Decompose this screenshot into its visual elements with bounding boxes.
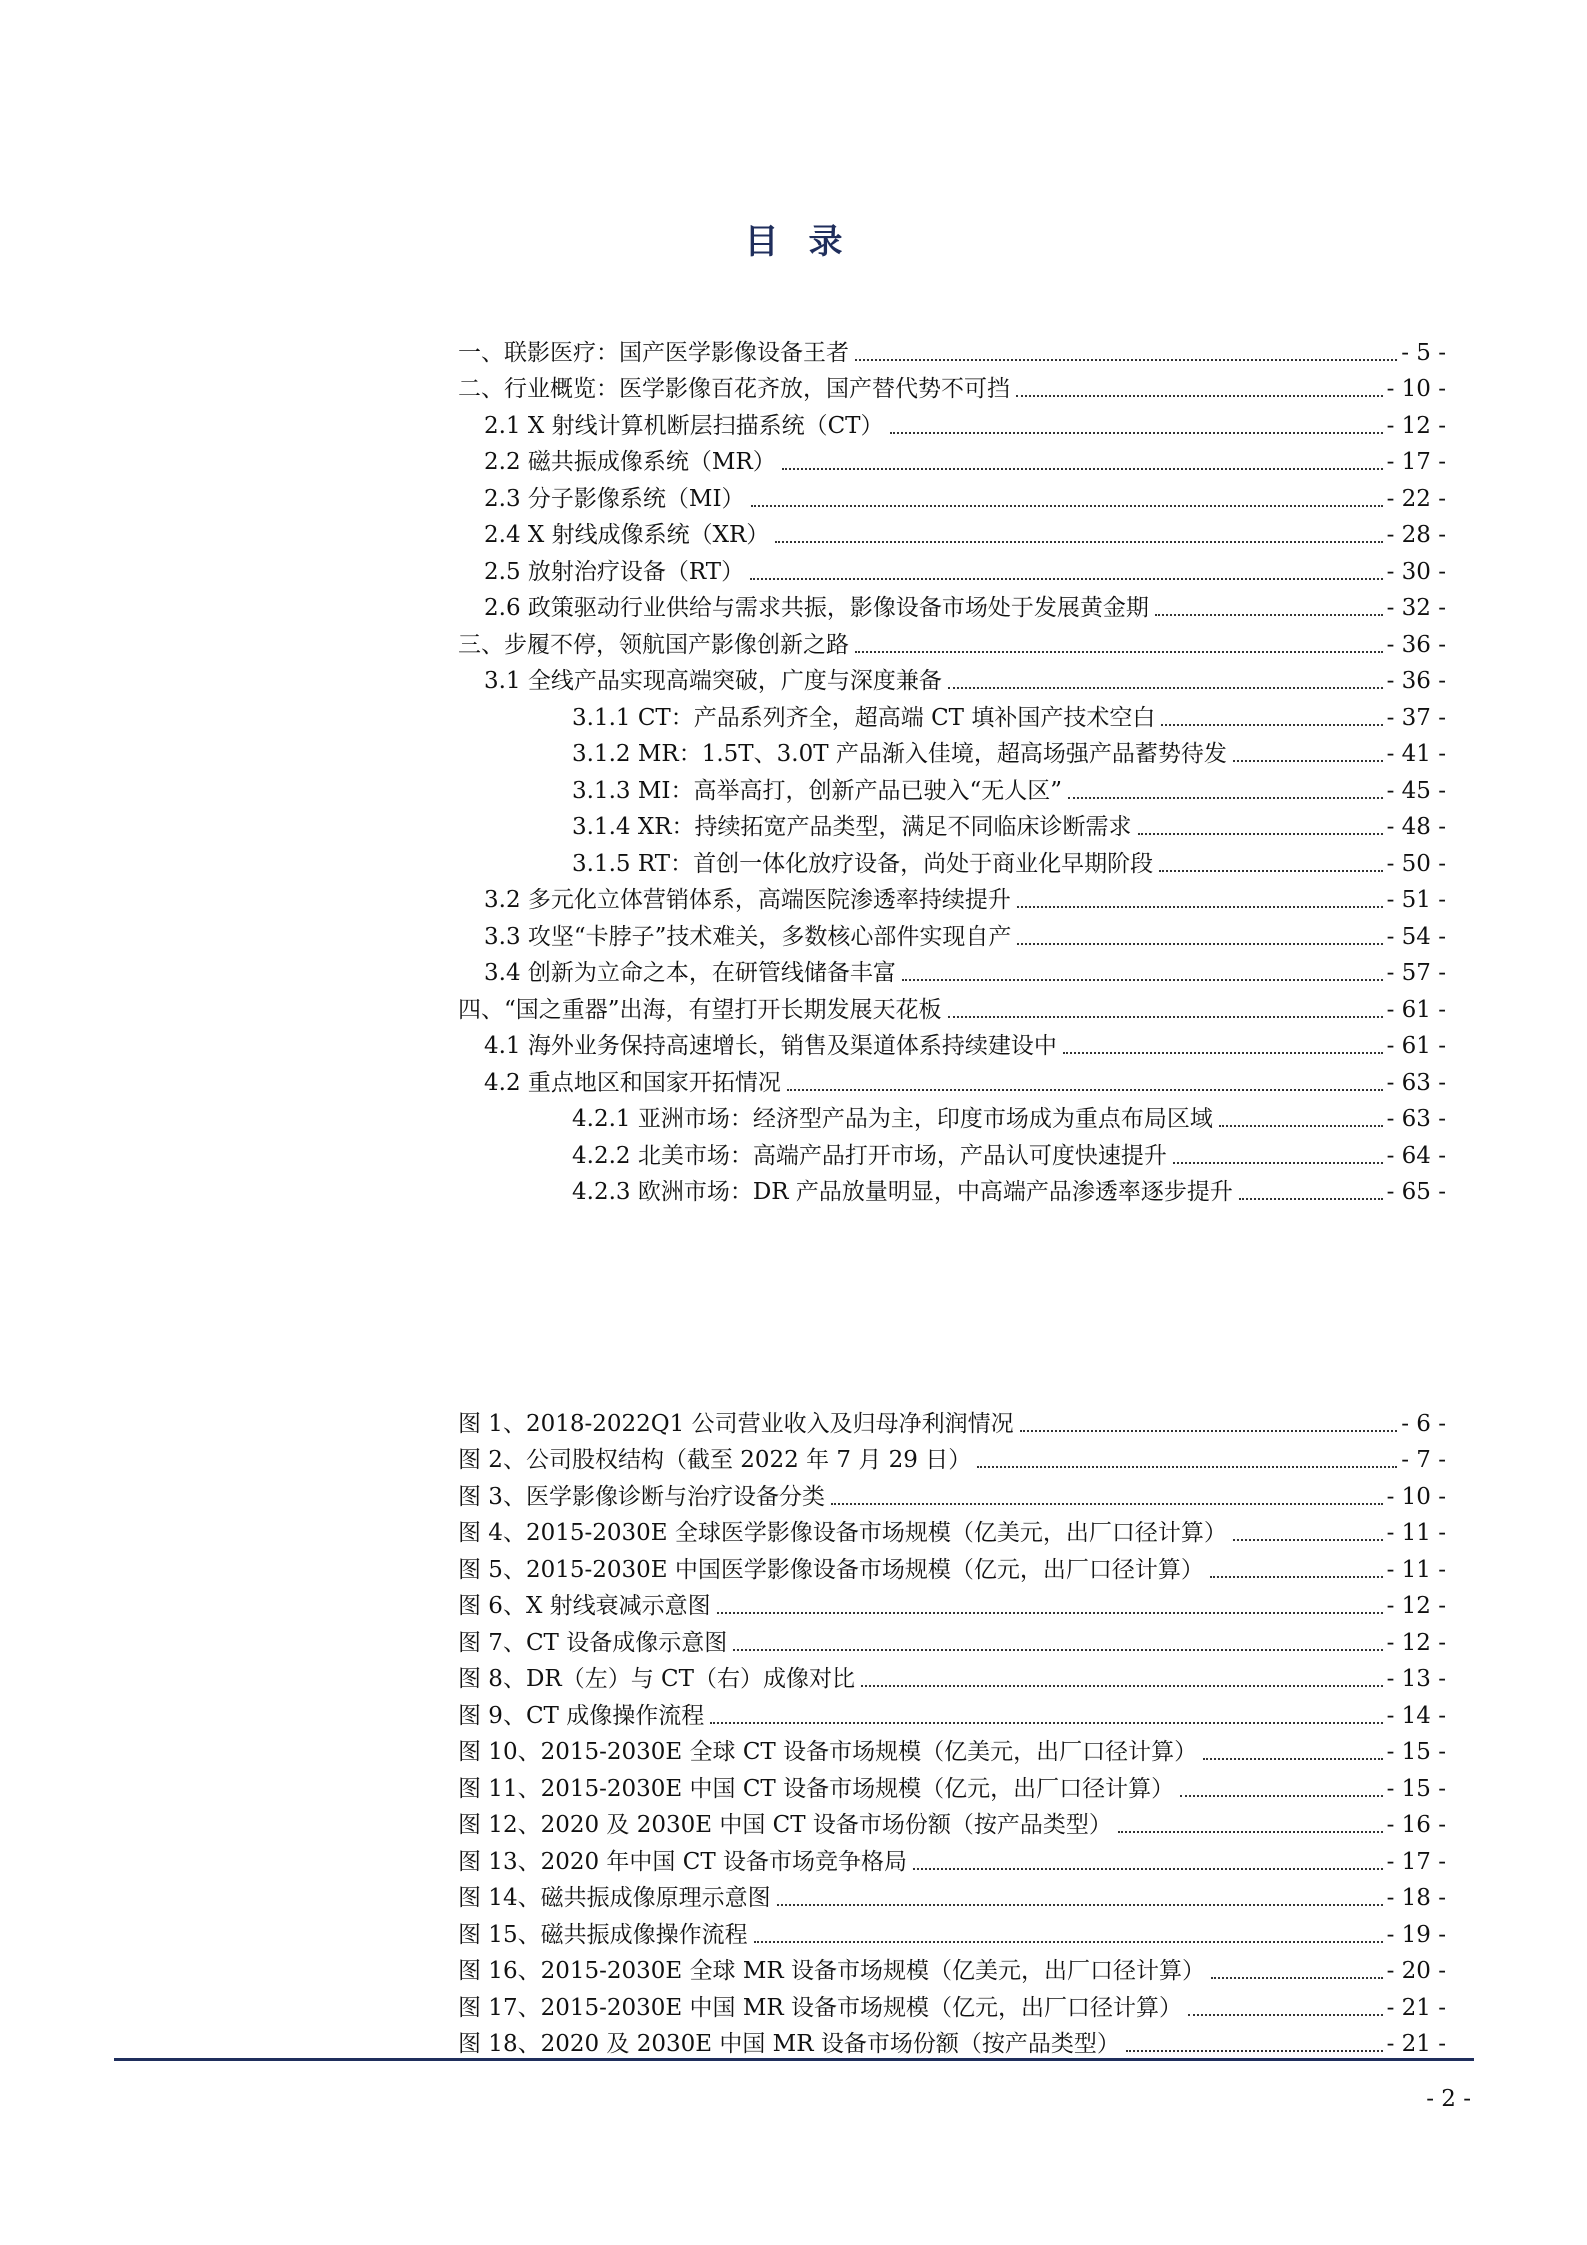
toc-entry[interactable] [458, 1024, 1446, 1061]
figure-list [458, 1401, 1446, 2058]
toc-entry[interactable] [458, 841, 1446, 878]
toc-entry-page-number: - 10 - [1386, 376, 1446, 402]
figure-entry-page-number: - 11 - [1386, 1556, 1446, 1583]
toc-entry[interactable] [458, 878, 1446, 915]
figure-entry[interactable] [458, 1584, 1446, 1621]
figure-entry[interactable] [458, 1438, 1446, 1475]
toc-entry-label: 2.2 磁共振成像系统（MR） [484, 449, 776, 475]
toc-entry[interactable] [458, 1097, 1446, 1134]
figure-entry-page-number: - 20 - [1386, 1958, 1446, 1984]
dot-leader [1017, 943, 1382, 945]
toc-entry-label: 3.1.5 RT：首创一体化放疗设备，尚处于商业化早期阶段 [572, 850, 1154, 877]
figure-entry-page-number: - 10 - [1386, 1483, 1446, 1510]
toc-entry[interactable] [458, 914, 1446, 951]
toc-entry[interactable] [458, 805, 1446, 842]
toc-entry[interactable] [458, 1060, 1446, 1097]
figure-entry-page-number: - 19 - [1386, 1921, 1446, 1948]
figure-entry-page-number: - 13 - [1386, 1666, 1446, 1692]
figure-entry-label: 图 9、CT 成像操作流程 [458, 1702, 705, 1729]
toc-entry[interactable] [458, 403, 1446, 440]
toc-entry-label: 2.5 放射治疗设备（RT） [484, 558, 745, 585]
toc-entry-label: 3.4 创新为立命之本，在研管线储备丰富 [484, 960, 896, 986]
dot-leader [717, 1612, 1383, 1614]
figure-entry[interactable] [458, 1839, 1446, 1876]
toc-entry-label: 3.3 攻坚“卡脖子”技术难关，多数核心部件实现自产 [484, 923, 1012, 950]
figure-entry[interactable] [458, 1657, 1446, 1694]
page-title: 目录 [744, 222, 873, 262]
dot-leader [1063, 1052, 1383, 1054]
toc-entry-page-number: - 57 - [1386, 960, 1446, 986]
dot-leader [775, 541, 1382, 543]
toc-entry[interactable] [458, 951, 1446, 988]
dot-leader [1239, 1198, 1383, 1200]
dot-leader [1203, 1758, 1382, 1760]
toc-entry-page-number: - 32 - [1386, 595, 1446, 621]
dot-leader [861, 1685, 1383, 1687]
dot-leader [977, 1466, 1397, 1468]
figure-entry-label: 图 7、CT 设备成像示意图 [458, 1629, 728, 1656]
toc-entry-page-number: - 37 - [1386, 704, 1446, 731]
dot-leader [1180, 1795, 1382, 1797]
toc-entry-page-number: - 54 - [1386, 923, 1446, 950]
dot-leader [787, 1089, 1383, 1091]
dot-leader [1068, 797, 1383, 799]
figure-entry[interactable] [458, 2022, 1446, 2059]
toc-entry[interactable] [458, 476, 1446, 513]
figure-entry-label: 图 11、2015-2030E 中国 CT 设备市场规模（亿元，出厂口径计算） [458, 1775, 1175, 1802]
toc-entry[interactable] [458, 732, 1446, 769]
figure-entry-page-number: - 16 - [1386, 1812, 1446, 1838]
toc-entry-page-number: - 63 - [1386, 1069, 1446, 1096]
dot-leader [777, 1904, 1383, 1906]
figure-entry[interactable] [458, 1766, 1446, 1803]
figure-entry-label: 图 3、医学影像诊断与治疗设备分类 [458, 1483, 825, 1510]
toc-entry[interactable] [458, 367, 1446, 404]
figure-entry-label: 图 18、2020 及 2030E 中国 MR 设备市场份额（按产品类型） [458, 2031, 1120, 2057]
toc-entry-label: 三、步履不停，领航国产影像创新之路 [458, 631, 849, 658]
dot-leader [1233, 1539, 1383, 1541]
dot-leader [1118, 1831, 1383, 1833]
figure-entry-page-number: - 11 - [1386, 1520, 1446, 1546]
toc-entry-page-number: - 64 - [1386, 1142, 1446, 1169]
toc-entry[interactable] [458, 1170, 1446, 1207]
toc-entry[interactable] [458, 586, 1446, 623]
figure-entry-label: 图 4、2015-2030E 全球医学影像设备市场规模（亿美元，出厂口径计算） [458, 1520, 1227, 1546]
dot-leader [948, 1016, 1383, 1018]
dot-leader [782, 468, 1383, 470]
figure-entry-label: 图 17、2015-2030E 中国 MR 设备市场规模（亿元，出厂口径计算） [458, 1994, 1183, 2021]
dot-leader [1017, 906, 1383, 908]
toc-entry-label: 4.1 海外业务保持高速增长，销售及渠道体系持续建设中 [484, 1033, 1057, 1059]
toc-entry-label: 3.1.1 CT：产品系列齐全，超高端 CT 填补国产技术空白 [572, 704, 1156, 731]
figure-entry[interactable] [458, 1949, 1446, 1986]
toc-entry-page-number: - 51 - [1386, 887, 1446, 913]
dot-leader [1016, 395, 1383, 397]
toc-entry[interactable] [458, 987, 1446, 1024]
toc-entry-label: 2.4 X 射线成像系统（XR） [484, 522, 770, 548]
figure-entry[interactable] [458, 1693, 1446, 1730]
toc-entry[interactable] [458, 1133, 1446, 1170]
figure-entry[interactable] [458, 1985, 1446, 2022]
dot-leader [733, 1649, 1382, 1651]
dot-leader [1155, 614, 1383, 616]
dot-leader [948, 687, 1383, 689]
toc-entry-page-number: - 36 - [1386, 631, 1446, 658]
figure-entry-page-number: - 6 - [1401, 1410, 1446, 1437]
toc-entry[interactable] [458, 549, 1446, 586]
figure-entry[interactable] [458, 1803, 1446, 1840]
figure-entry-page-number: - 15 - [1386, 1739, 1446, 1765]
toc-entry-label: 2.1 X 射线计算机断层扫描系统（CT） [484, 412, 884, 439]
figure-entry-page-number: - 12 - [1386, 1629, 1446, 1656]
dot-leader [710, 1722, 1382, 1724]
toc-entry-label: 4.2.1 亚洲市场：经济型产品为主，印度市场成为重点布局区域 [572, 1106, 1213, 1132]
figure-entry[interactable] [458, 1511, 1446, 1548]
dot-leader [913, 1868, 1383, 1870]
dot-leader [1219, 1125, 1383, 1127]
toc-entry[interactable] [458, 659, 1446, 696]
figure-entry-label: 图 14、磁共振成像原理示意图 [458, 1885, 771, 1911]
figure-entry[interactable] [458, 1730, 1446, 1767]
toc-entry-label: 一、联影医疗：国产医学影像设备王者 [458, 339, 849, 366]
figure-entry-label: 图 1、2018-2022Q1 公司营业收入及归母净利润情况 [458, 1410, 1014, 1437]
dot-leader [1161, 724, 1382, 726]
dot-leader [1211, 1977, 1383, 1979]
dot-leader [1210, 1576, 1383, 1578]
toc-entry-label: 二、行业概览：医学影像百花齐放，国产替代势不可挡 [458, 376, 1010, 402]
toc-entry-label: 2.6 政策驱动行业供给与需求共振，影像设备市场处于发展黄金期 [484, 595, 1149, 621]
page-number: - 2 - [1426, 2086, 1471, 2112]
dot-leader [1159, 870, 1382, 872]
dot-leader [1138, 833, 1383, 835]
toc-entry-page-number: - 22 - [1386, 485, 1446, 512]
toc-entry-label: 3.2 多元化立体营销体系，高端医院渗透率持续提升 [484, 887, 1011, 913]
dot-leader [890, 432, 1383, 434]
toc-entry-page-number: - 61 - [1386, 1033, 1446, 1059]
toc-entry-page-number: - 28 - [1386, 522, 1446, 548]
figure-entry-label: 图 15、磁共振成像操作流程 [458, 1921, 748, 1948]
toc-entry-page-number: - 50 - [1386, 850, 1446, 877]
figure-entry-page-number: - 21 - [1386, 2031, 1446, 2057]
toc-entry-page-number: - 63 - [1386, 1106, 1446, 1132]
toc-entry[interactable] [458, 330, 1446, 367]
figure-entry-label: 图 5、2015-2030E 中国医学影像设备市场规模（亿元，出厂口径计算） [458, 1556, 1204, 1583]
toc-entry-label: 4.2 重点地区和国家开拓情况 [484, 1069, 781, 1096]
figure-entry-label: 图 6、X 射线衰减示意图 [458, 1593, 711, 1619]
toc-entry[interactable] [458, 440, 1446, 477]
footer-divider [114, 2058, 1474, 2061]
toc-entry-page-number: - 12 - [1386, 412, 1446, 439]
dot-leader [1173, 1162, 1383, 1164]
toc-entry-label: 3.1.3 MI：高举高打，创新产品已驶入“无人区” [572, 777, 1062, 804]
toc-entry-page-number: - 41 - [1386, 741, 1446, 767]
figure-entry-page-number: - 21 - [1386, 1994, 1446, 2021]
toc-entry-page-number: - 45 - [1386, 777, 1446, 804]
dot-leader [751, 505, 1383, 507]
figure-entry[interactable] [458, 1620, 1446, 1657]
toc-entry[interactable] [458, 695, 1446, 732]
figure-entry-page-number: - 12 - [1386, 1593, 1446, 1619]
toc-entry[interactable] [458, 622, 1446, 659]
figure-entry-label: 图 10、2015-2030E 全球 CT 设备市场规模（亿美元，出厂口径计算） [458, 1739, 1198, 1765]
figure-entry[interactable] [458, 1912, 1446, 1949]
toc-entry-page-number: - 65 - [1386, 1179, 1446, 1205]
toc-entry-label: 4.2.2 北美市场：高端产品打开市场，产品认可度快速提升 [572, 1142, 1167, 1169]
toc-entry-page-number: - 17 - [1386, 449, 1446, 475]
dot-leader [1020, 1430, 1398, 1432]
dot-leader [1126, 2050, 1383, 2052]
dot-leader [831, 1503, 1383, 1505]
toc-entry-label: 3.1.4 XR：持续拓宽产品类型，满足不同临床诊断需求 [572, 814, 1132, 840]
toc-entry-page-number: - 30 - [1386, 558, 1446, 585]
figure-entry-page-number: - 17 - [1386, 1848, 1446, 1875]
figure-entry-label: 图 8、DR（左）与 CT（右）成像对比 [458, 1666, 855, 1692]
toc-entry-label: 2.3 分子影像系统（MI） [484, 485, 745, 512]
dot-leader [855, 359, 1397, 361]
figure-entry-page-number: - 15 - [1386, 1775, 1446, 1802]
dot-leader [750, 578, 1382, 580]
figure-entry-page-number: - 14 - [1386, 1702, 1446, 1729]
figure-entry[interactable] [458, 1547, 1446, 1584]
dot-leader [1233, 760, 1383, 762]
figure-entry-label: 图 12、2020 及 2030E 中国 CT 设备市场份额（按产品类型） [458, 1812, 1112, 1838]
toc-entry-page-number: - 61 - [1386, 996, 1446, 1023]
dot-leader [754, 1941, 1383, 1943]
figure-entry-label: 图 16、2015-2030E 全球 MR 设备市场规模（亿美元，出厂口径计算） [458, 1958, 1206, 1984]
dot-leader [1188, 2014, 1383, 2016]
figure-entry-page-number: - 18 - [1386, 1885, 1446, 1911]
figure-entry[interactable] [458, 1401, 1446, 1438]
figure-entry-label: 图 2、公司股权结构（截至 2022 年 7 月 29 日） [458, 1447, 972, 1473]
figure-entry[interactable] [458, 1474, 1446, 1511]
toc-entry-label: 3.1 全线产品实现高端突破，广度与深度兼备 [484, 668, 942, 694]
dot-leader [902, 979, 1383, 981]
toc-entry-page-number: - 48 - [1386, 814, 1446, 840]
toc-entry-page-number: - 36 - [1386, 668, 1446, 694]
toc-entry-page-number: - 5 - [1401, 339, 1446, 366]
table-of-contents [458, 330, 1446, 1206]
toc-entry-label: 3.1.2 MR：1.5T、3.0T 产品渐入佳境，超高场强产品蓄势待发 [572, 741, 1227, 767]
figure-entry-page-number: - 7 - [1401, 1447, 1446, 1473]
figure-entry-label: 图 13、2020 年中国 CT 设备市场竞争格局 [458, 1848, 907, 1875]
toc-entry[interactable] [458, 768, 1446, 805]
figure-entry[interactable] [458, 1876, 1446, 1913]
toc-entry[interactable] [458, 513, 1446, 550]
dot-leader [855, 651, 1383, 653]
toc-entry-label: 4.2.3 欧洲市场：DR 产品放量明显，中高端产品渗透率逐步提升 [572, 1179, 1233, 1205]
toc-entry-label: 四、“国之重器”出海，有望打开长期发展天花板 [458, 996, 942, 1023]
